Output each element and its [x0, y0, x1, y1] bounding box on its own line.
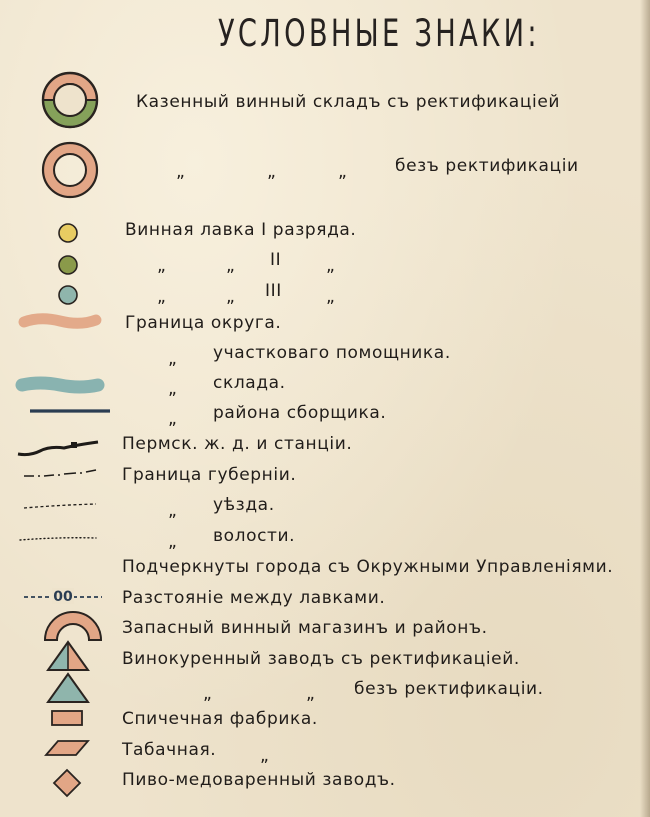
ditto-15: „ [203, 684, 213, 704]
distillery-norect-symbol [46, 672, 90, 704]
ditto-1: „ [176, 162, 186, 182]
shop-1-symbol [57, 222, 79, 244]
label-tobacco: Табачная. [122, 740, 217, 760]
warehouse-rect-symbol [40, 70, 100, 130]
ditto-3: „ [338, 162, 348, 182]
distillery-rect-symbol [46, 640, 90, 672]
railway-symbol [16, 436, 100, 460]
label-border-okrug: Граница округа. [125, 313, 282, 333]
label-railway: Пермск. ж. д. и станцiи. [122, 434, 353, 454]
ditto-4: „ [157, 256, 167, 276]
label-cities-note: Подчеркнуты города съ Окружными Управленiями. [122, 557, 614, 577]
label-shop-2: II [270, 250, 282, 270]
shop-2-symbol [57, 254, 79, 276]
ditto-17: „ [260, 746, 270, 766]
ditto-5: „ [226, 256, 236, 276]
label-reserve-store: Запасный винный магазинъ и районъ. [122, 618, 488, 638]
ditto-14: „ [168, 532, 178, 552]
match-factory-symbol [50, 708, 84, 728]
ditto-11: „ [168, 379, 178, 399]
ditto-13: „ [168, 501, 178, 521]
border-sklad-symbol [18, 373, 102, 397]
ditto-10: „ [168, 349, 178, 369]
ditto-12: „ [168, 409, 178, 429]
ditto-8: „ [226, 287, 236, 307]
label-distance: Разстоянiе между лавками. [122, 588, 386, 608]
label-border-sklad: склада. [213, 373, 286, 393]
label-border-sborshik: района сборщика. [213, 403, 387, 423]
tobacco-symbol [44, 738, 90, 758]
label-distillery-rect: Винокуренный заводъ съ ректификацiей. [122, 649, 520, 669]
ditto-7: „ [157, 287, 167, 307]
label-warehouse-norect: безъ ректификацiи [395, 156, 579, 176]
label-match-factory: Спичечная фабрика. [122, 709, 318, 729]
ditto-9: „ [326, 287, 336, 307]
paper-edge-shadow [640, 0, 650, 817]
label-shop-1: Винная лавка I разряда. [125, 220, 357, 240]
distance-label: 00 [53, 589, 73, 605]
label-distillery-norect: безъ ректификацiи. [354, 679, 544, 699]
warehouse-norect-symbol [40, 140, 100, 200]
label-border-gubernia: Граница губернiи. [122, 465, 297, 485]
label-border-volost: волости. [213, 526, 296, 546]
brewery-symbol [52, 768, 82, 798]
border-volost-symbol [18, 534, 98, 544]
border-uezd-symbol [22, 500, 98, 512]
label-border-uezd: уѣзда. [213, 495, 275, 515]
legend-title: УСЛОВНЫЕ ЗНАКИ: [218, 12, 540, 55]
label-warehouse-rect: Казенный винный складъ съ ректификацiей [136, 92, 561, 112]
shop-3-symbol [57, 284, 79, 306]
border-sborshik-symbol [28, 406, 112, 416]
label-shop-3: III [265, 281, 282, 301]
label-brewery: Пиво-медоваренный заводъ. [122, 770, 396, 790]
reserve-store-symbol [42, 606, 104, 642]
border-gubernia-symbol [22, 466, 98, 480]
ditto-6: „ [326, 256, 336, 276]
label-border-pomoshnik: участковаго помощника. [213, 343, 451, 363]
border-okrug-symbol [20, 312, 100, 332]
distance-symbol [22, 586, 104, 606]
ditto-16: „ [306, 684, 316, 704]
ditto-2: „ [267, 162, 277, 182]
